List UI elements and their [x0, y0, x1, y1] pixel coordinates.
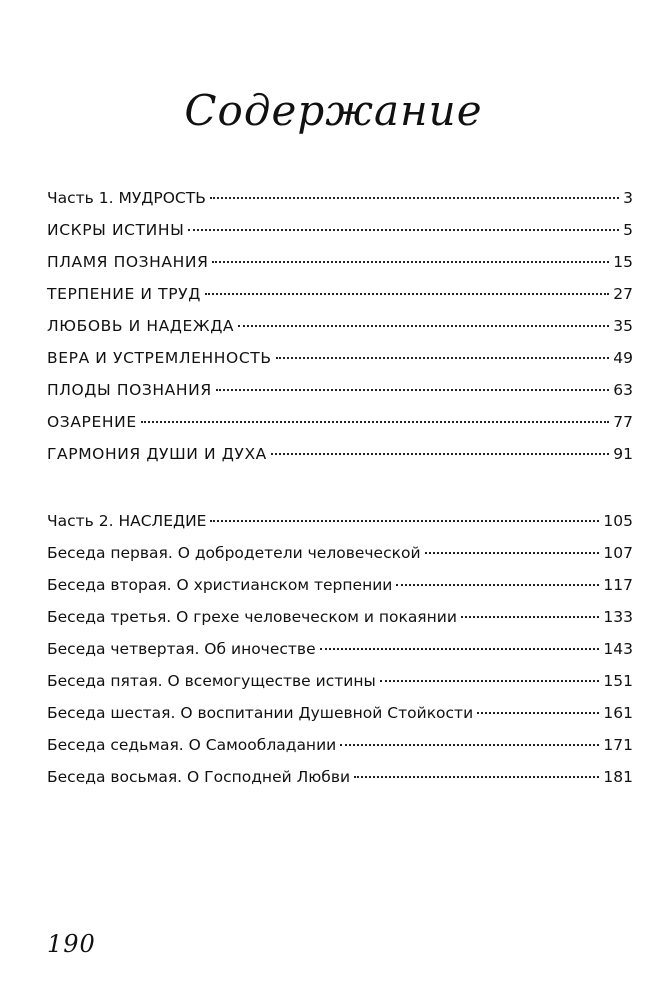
toc-entry-page: 151	[603, 672, 633, 690]
page-title: Содержание	[184, 86, 483, 135]
toc-entry-label: ПЛОДЫ ПОЗНАНИЯ	[47, 381, 212, 399]
toc-entry-label: Часть 1. МУДРОСТЬ	[47, 189, 206, 207]
toc-entry-label: ТЕРПЕНИЕ И ТРУД	[47, 285, 201, 303]
toc-entry[interactable]	[47, 537, 633, 569]
toc-entry-label: Беседа вторая. О христианском терпении	[47, 576, 393, 594]
toc-entry[interactable]	[47, 665, 633, 697]
dot-leader	[396, 584, 599, 586]
toc-entry[interactable]	[47, 310, 633, 342]
dot-leader	[212, 261, 609, 263]
dot-leader	[380, 680, 600, 682]
toc-entry[interactable]	[47, 278, 633, 310]
dot-leader	[216, 389, 610, 391]
toc-entry[interactable]	[47, 246, 633, 278]
dot-leader	[188, 229, 619, 231]
dot-leader	[141, 421, 610, 423]
toc-entry-label: ГАРМОНИЯ ДУШИ И ДУХА	[47, 445, 267, 463]
toc-entry-label: ПЛАМЯ ПОЗНАНИЯ	[47, 253, 209, 271]
toc-entry[interactable]	[47, 438, 633, 470]
dot-leader	[210, 520, 599, 522]
toc-entry-label: ИСКРЫ ИСТИНЫ	[47, 221, 185, 239]
toc-entry-label: ЛЮБОВЬ И НАДЕЖДА	[47, 317, 235, 335]
dot-leader	[425, 552, 600, 554]
toc-entry[interactable]	[47, 374, 633, 406]
dot-leader	[210, 197, 619, 199]
page-number: 190	[47, 930, 96, 958]
toc-entry-page: 5	[623, 221, 633, 239]
dot-leader	[461, 616, 599, 618]
toc-entry-page: 77	[613, 413, 633, 431]
toc-entry[interactable]	[47, 406, 633, 438]
toc-entry-label: ОЗАРЕНИЕ	[47, 413, 137, 431]
dot-leader	[276, 357, 610, 359]
toc-entry-page: 27	[613, 285, 633, 303]
toc-entry-label: Беседа седьмая. О Самообладании	[47, 736, 337, 754]
toc-entry-page: 161	[603, 704, 633, 722]
toc-entry-page: 117	[603, 576, 633, 594]
toc-entry[interactable]	[47, 182, 633, 214]
dot-leader	[205, 293, 609, 295]
dot-leader	[354, 776, 599, 778]
toc-entry-label: ВЕРА И УСТРЕМЛЕННОСТЬ	[47, 349, 272, 367]
toc-part-2	[47, 505, 633, 793]
toc-entry[interactable]	[47, 729, 633, 761]
toc-entry-page: 171	[603, 736, 633, 754]
toc-entry[interactable]	[47, 697, 633, 729]
toc-entry-label: Часть 2. НАСЛЕДИЕ	[47, 512, 207, 530]
toc-entry-page: 63	[613, 381, 633, 399]
toc-entry-label: Беседа третья. О грехе человеческом и покаянии	[47, 608, 457, 626]
toc-entry-page: 133	[603, 608, 633, 626]
toc-entry-page: 105	[603, 512, 633, 530]
toc-part-1	[47, 182, 633, 470]
toc-entry[interactable]	[47, 601, 633, 633]
dot-leader	[340, 744, 599, 746]
dot-leader	[238, 325, 609, 327]
toc-entry[interactable]	[47, 505, 633, 537]
toc-entry[interactable]	[47, 633, 633, 665]
toc-entry-label: Беседа четвертая. Об иночестве	[47, 640, 316, 658]
toc-entry-page: 15	[613, 253, 633, 271]
toc-entry-page: 181	[603, 768, 633, 786]
dot-leader	[320, 648, 600, 650]
toc-entry[interactable]	[47, 569, 633, 601]
toc-entry[interactable]	[47, 214, 633, 246]
toc-entry[interactable]	[47, 761, 633, 793]
toc-entry-page: 49	[613, 349, 633, 367]
toc-entry-label: Беседа шестая. О воспитании Душевной Стойкости	[47, 704, 474, 722]
toc-entry-page: 35	[613, 317, 633, 335]
toc-entry-page: 3	[623, 189, 633, 207]
dot-leader	[477, 712, 599, 714]
toc-entry-label: Беседа восьмая. О Господней Любви	[47, 768, 351, 786]
toc-entry-page: 143	[603, 640, 633, 658]
toc-entry[interactable]	[47, 342, 633, 374]
toc-entry-page: 107	[603, 544, 633, 562]
toc-entry-page: 91	[613, 445, 633, 463]
toc-entry-label: Беседа пятая. О всемогуществе истины	[47, 672, 376, 690]
dot-leader	[271, 453, 609, 455]
toc-entry-label: Беседа первая. О добродетели человеческой	[47, 544, 421, 562]
